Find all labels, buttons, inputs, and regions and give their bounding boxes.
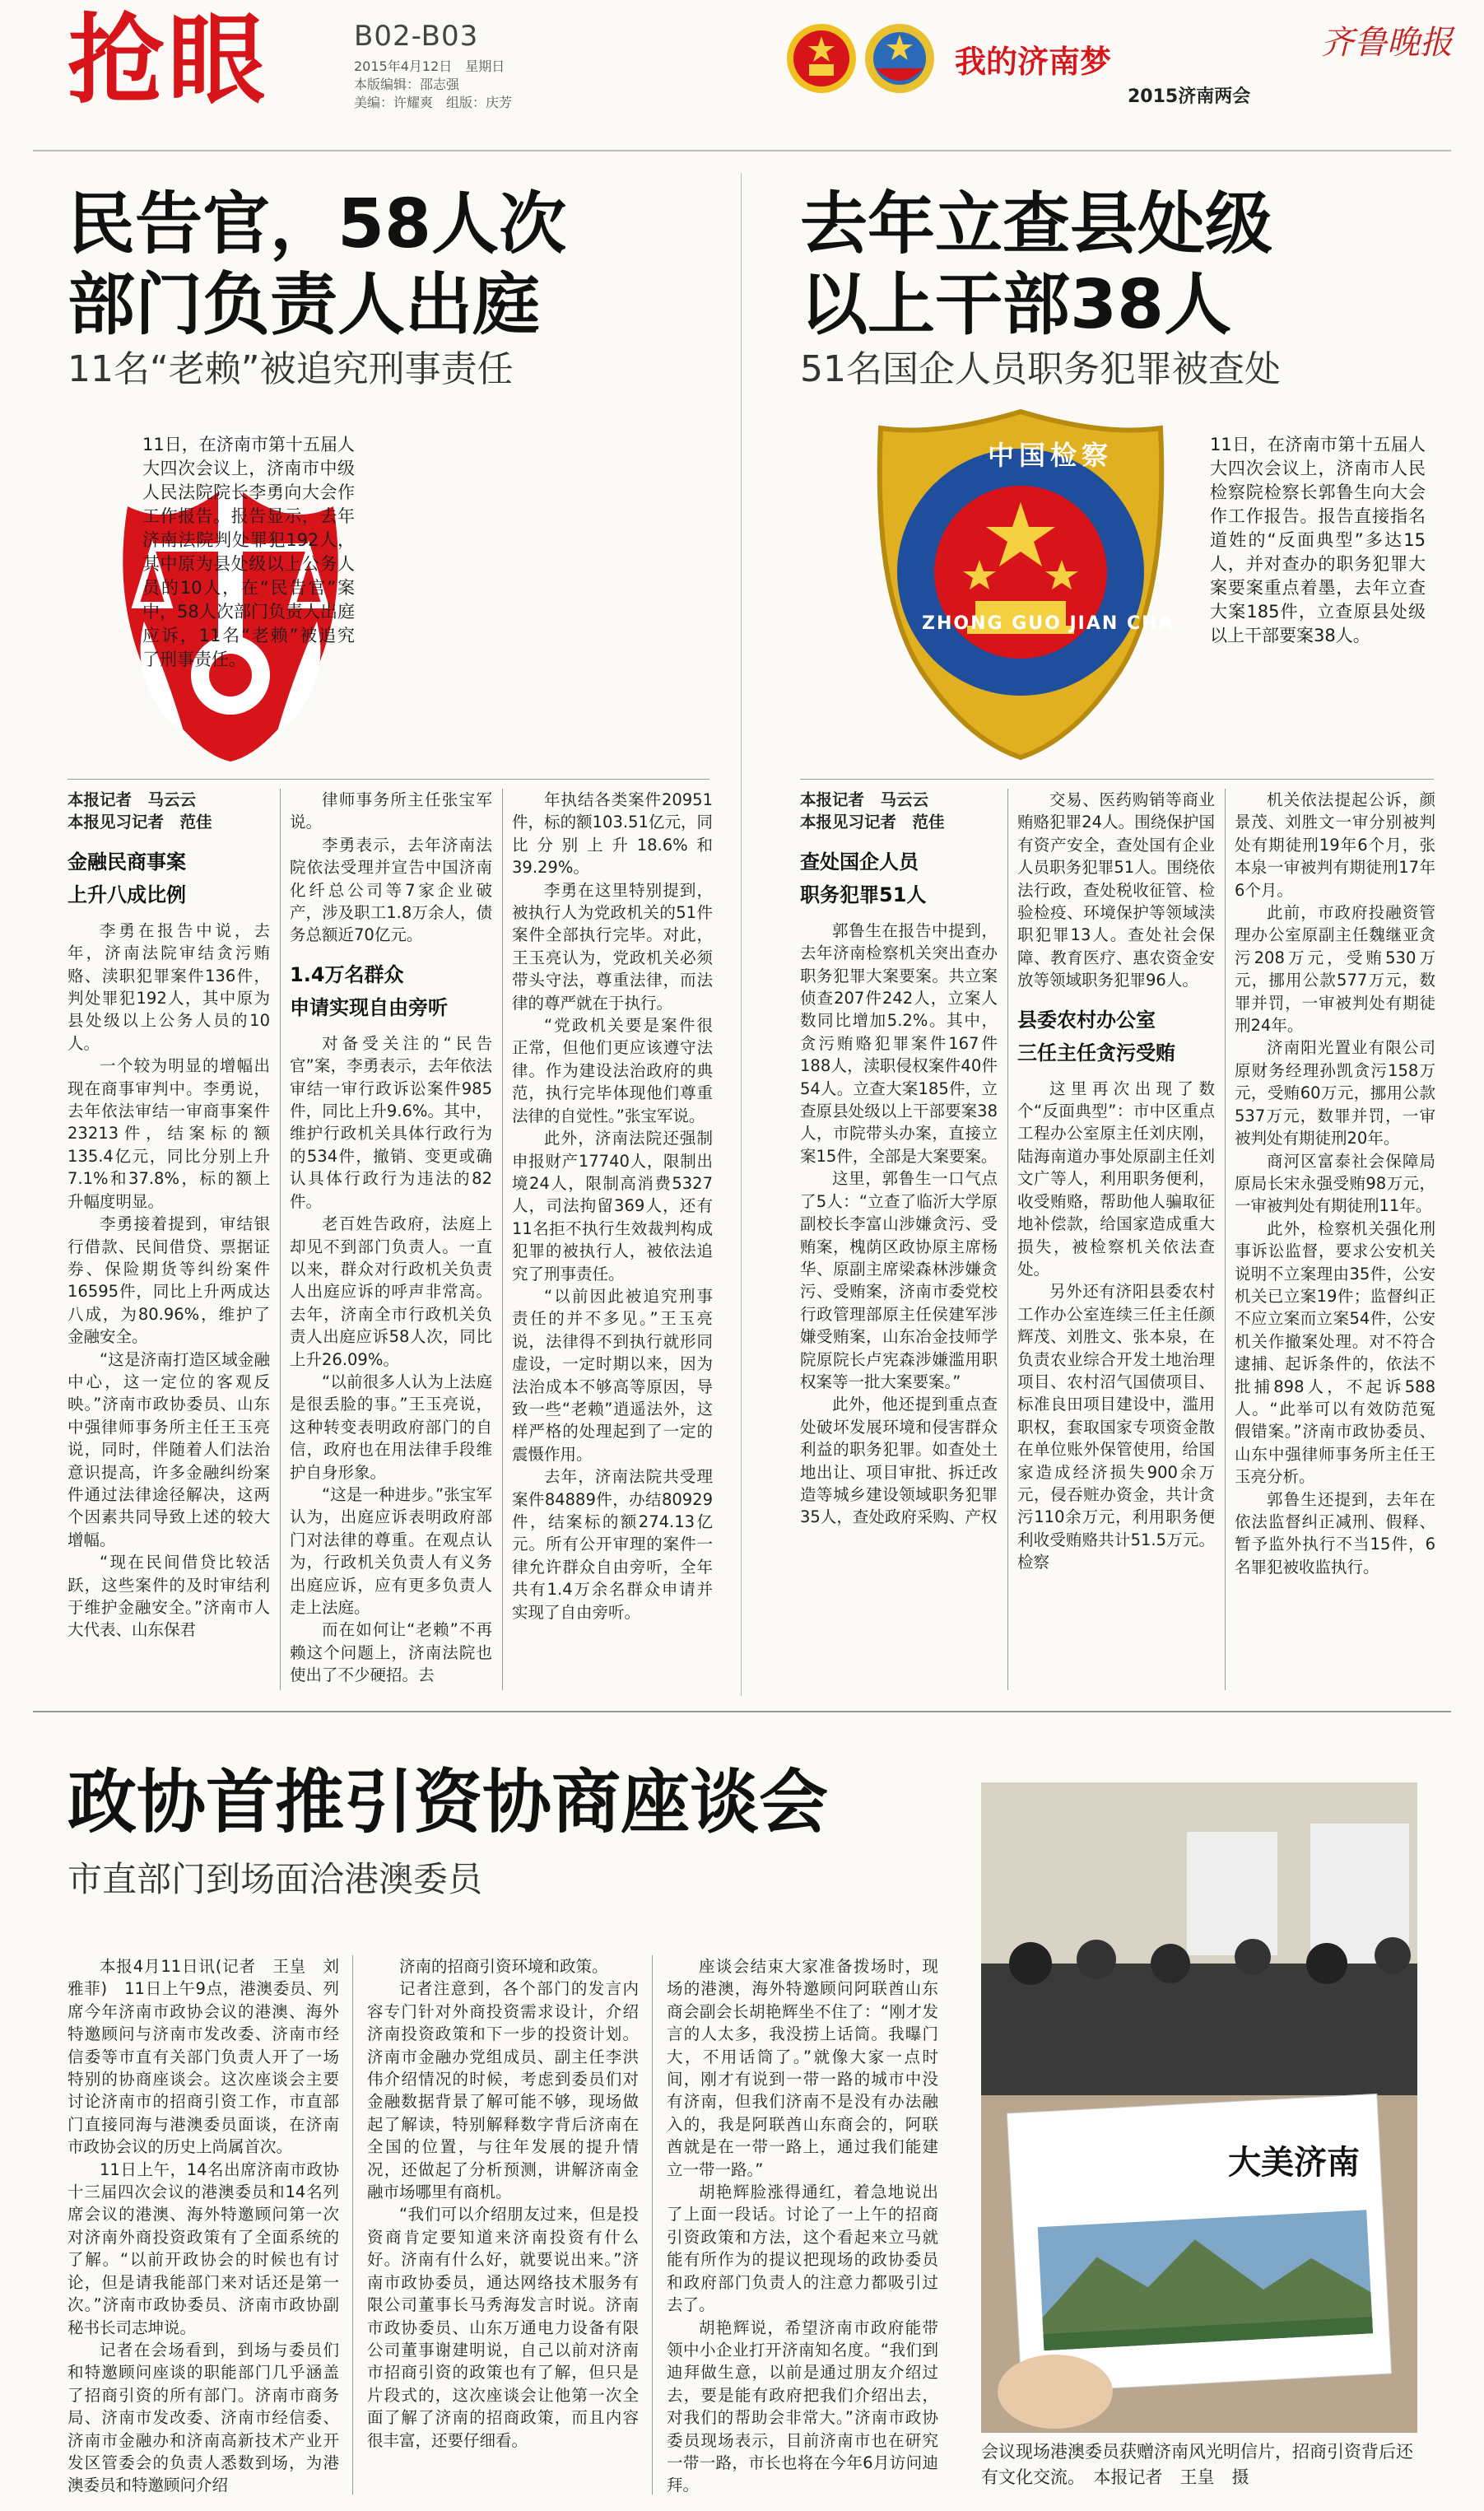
paragraph: 李勇接着提到，审结银行借款、民间借贷、票据证券、保险期货等纠纷案件16595件，同比上升两成达八成，为80.96%，维护了金融安全。	[67, 1214, 270, 1347]
paragraph: 本报4月11日讯(记者 王皇 刘雅菲) 11日上午9点，港澳委员、列席今年济南市政协会议的港澳、海外特邀顾问与济南市发改委、济南市经信委等市直有关部门负责人开了一场特别的协商座谈会。这次座谈会主要讨论济南市的招商引资工作，市直部门直接同海与港澳委员面谈，在济南市政协会议的历史上尚属首次。	[67, 1957, 339, 2157]
paragraph: 律师事务所主任张宝军说。	[290, 790, 492, 832]
left-col-1	[67, 789, 270, 1690]
left-subhead-1: 金融民商事案 上升八成比例	[67, 850, 186, 906]
paragraph: 11日上午，14名出席济南市政协十三届四次会议的港澳委员和14名列席会议的港澳、海外特邀顾问第一次对济南外商投资政策有了全面系统的了解。“以前开政协会的时候也有讨论，但是请我能部门来对话还是第一次。”济南市政协委员、济南市政协副秘书长司志坤说。	[67, 2159, 339, 2337]
paragraph: 郭鲁生在报告中提到，去年济南检察机关突出查办职务犯罪大案要案。共立案侦查207件242人，立案人数同比增加5.2%。其中，贪污贿赂犯罪案件167件188人，渎职侵权案件40件54人。立查大案185件，立查原县处级以上干部要案38人，市院带头办案，直接立案15件，全部是大案要案。	[800, 920, 998, 1166]
right-col-2	[1017, 789, 1215, 1690]
paragraph: 记者注意到，各个部门的发言内容专门针对外商投资需求设计，介绍济南投资政策和下一步的投资计划。济南市金融办党组成员、副主任李洪伟介绍情况的时候，考虑到委员们对金融数据背景了解可能不够，现场做起了解读，特别解释数字背后济南在全国的位置，与往年发展的提升情况，还做起了分析预测，讲解济南金融市场哪里有商机。	[367, 1979, 639, 2202]
paragraph: 胡艳辉说，希望济南市政府能带领中小企业打开济南知名度。“我们到迪拜做生意，以前是通过朋友介绍过去，要是能有政府把我们介绍出去，对我们的帮助会非常大。”济南市政协委员现场表示，目前济南市也在研究一带一路，市长也将在今年6月访问迪拜。	[667, 2318, 938, 2495]
design-credit: 美编：许耀爽 组版：庆芳	[354, 95, 513, 110]
right-headline-line1: 去年立查县处级	[800, 185, 1273, 263]
badge-pinyin: ZHONG GUO JIAN CHA	[922, 613, 1175, 634]
paragraph: 这里，郭鲁生一口气点了5人：“立查了临沂大学原副校长李富山涉嫌贪污、受贿案，槐荫区政协原主席杨华、原副主席梁森林涉嫌贪污、受贿案，济南市委党校行政管理部原主任侯建军涉嫌受贿案，山东冶金技师学院原院长卢宪森涉嫌滥用职权案等一批大案要案。”	[800, 1169, 998, 1391]
paragraph: 机关依法提起公诉，颜景茂、刘胜文一审分别被判处有期徒刑19年6个月，张本泉一审被判有期徒刑17年6个月。	[1235, 790, 1435, 900]
party-emblem-icon	[786, 23, 857, 94]
newspaper-logo: 齐鲁晚报	[1321, 24, 1453, 62]
paragraph: “以前很多人认为上法庭是很丢脸的事。”王玉亮说，这种转变表明政府部门的自信，政府也在用法律手段维护自身形象。	[290, 1372, 492, 1482]
bottom-headline: 政协首推引资协商座谈会	[67, 1762, 829, 1842]
news-photo	[981, 1782, 1417, 2433]
page-range: B02-B03	[354, 20, 479, 53]
paragraph: “现在民间借贷比较活跃，这些案件的及时审结利于维护金融安全。”济南市人大代表、山东保君	[67, 1553, 270, 1640]
paragraph: 此外，他还提到重点查处破坏发展环境和侵害群众利益的职务犯罪。如查处土地出让、项目审批、拆迁改造等城乡建设领域职务犯罪35人，查处政府采购、产权	[800, 1395, 998, 1527]
left-col-2	[290, 789, 492, 1690]
photo-caption: 会议现场港澳委员获赠济南风光明信片，招商引资背后还有文化交流。 本报记者 王皇 摄	[981, 2442, 1413, 2487]
section-divider	[33, 1711, 1451, 1712]
campaign-slogan: 我的济南梦	[955, 44, 1112, 80]
issue-date: 2015年4月12日 星期日	[354, 58, 505, 74]
paragraph: “这是一种进步。”张宝军认为，出庭应诉表明政府部门对法律的尊重。在观点认为，行政机关负责人有义务出庭应诉，应有更多负责人走上法庭。	[290, 1484, 492, 1617]
paragraph: “以前因此被追究刑事责任的并不多见。”王玉亮说，法律得不到执行就形同虚设，一定时期以来，因为法治成本不够高等原因，导致一些“老赖”逍遥法外，这样严格的处理起到了一定的震慑作用。	[512, 1286, 713, 1464]
paragraph: 这里再次出现了数个“反面典型”：市中区重点工程办公室原主任刘庆刚，陆海南道办事处原副主任刘文广等人，利用职务便利，收受贿赂，帮助他人骗取征地补偿款，给国家造成重大损失，被检察机关依法查处。	[1017, 1078, 1215, 1279]
story-divider	[741, 173, 742, 1696]
byline-reporter: 本报记者 马云云	[800, 790, 929, 809]
paragraph: 此前，市政府投融资管理办公室原副主任魏继亚贪污208万元，受贿530万元，挪用公款577万元，数罪并罚，一审被判处有期徒刑24年。	[1235, 903, 1435, 1036]
byline-intern: 本报见习记者 范佳	[67, 813, 212, 832]
paragraph: “我们可以介绍朋友过来，但是投资商肯定要知道来济南投资有什么好。济南有什么好，就要说出来。”济南市政协委员，通达网络技术服务有限公司董事长马秀海发言时说。济南市政协委员、山东万通电力设备有限公司董事谢建明说，自己以前对济南市招商引资的政策也有了解，但只是片段式的，这次座谈会让他第一次全面了解了济南的招商政策，而且内容很丰富，还要仔细看。	[367, 2205, 639, 2450]
right-subtitle: 51名国企人员职务犯罪被查处	[800, 348, 1281, 390]
paragraph: 座谈会结束大家准备拨场时，现场的港澳，海外特邀顾问阿联酋山东商会副会长胡艳辉坐不住了：“刚才发言的人太多，我没捞上话筒。我曝门大，不用话筒了。”就像大家一点时间，刚才有说到一带一路的城市中没有济南，但我们济南不是没有办法融入的，我是阿联酋山东商会的，阿联酋就是在一带一路上，通过我们能建立一带一路。”	[667, 1957, 938, 2179]
section-brand: 抢眼	[67, 2, 269, 117]
right-subhead-2: 县委农村办公室 三任主任贪污受贿	[1017, 1008, 1175, 1064]
right-headline	[800, 184, 1272, 346]
column-rule	[280, 789, 281, 1690]
paragraph: 李勇在这里特别提到，被执行人为党政机关的51件案件全部执行完毕。对此，王玉亮认为，党政机关必须带头守法，尊重法律，而法律的尊严就在于执行。	[512, 880, 713, 1013]
paragraph: 商河区富泰社会保障局原局长宋永强受贿98万元，一审被判处有期徒刑11年。	[1235, 1151, 1435, 1216]
column-rule	[352, 1955, 353, 2495]
paragraph: 交易、医药购销等商业贿赂犯罪24人。围绕保护国有资产安全，查处国有企业人员职务犯罪51人。围绕依法行政，查处税收征管、检验检疫、环境保护等领域渎职犯罪13人。查处社会保障、教育医疗、惠农资金安放等领域职务犯罪96人。	[1017, 790, 1215, 990]
paragraph: 年执结各类案件20951件，标的额103.51亿元，同比分别上升18.6%和39.29%。	[512, 790, 713, 878]
paragraph: 李勇在报告中说，去年，济南法院审结贪污贿赂、渎职犯罪案件136件，判处罪犯192人，其中原为县处级以上公务人员的10人。	[67, 920, 270, 1053]
bottom-col-1	[67, 1955, 339, 2499]
paragraph: 记者在会场看到，到场与委员们和特邀顾问座谈的职能部门几乎涵盖了招商引资的所有部门。济南市商务局、济南市发改委、济南市经信委、济南市金融办和济南高新技术产业开发区管委会的负责人悉数到场，为港澳委员和特邀顾问介绍	[67, 2340, 339, 2495]
bottom-col-2	[367, 1955, 639, 2499]
paragraph: 济南的招商引资环境和政策。	[399, 1957, 608, 1976]
cppcc-emblem-icon	[864, 23, 935, 94]
right-story-divider	[800, 779, 1434, 780]
paragraph: 老百姓告政府，法庭上却见不到部门负责人。一直以来，群众对行政机关负责人出庭应诉的呼声非常高。去年，济南全市行政机关负责人出庭应诉58人次，同比上升26.09%。	[290, 1214, 492, 1369]
left-lead: 11日，在济南市第十五届人大四次会议上，济南市中级人民法院院长李勇向大会作工作报告。报告显示，去年济南法院判处罪犯192人，其中原为县处级以上公务人员的10人，在“民告官”案中，58人次部门负责人出庭应诉，11名“老赖”被追究了刑事责任。	[142, 435, 355, 669]
paragraph: 郭鲁生还提到，去年在依法监督纠正减刑、假释、暂予监外执行不当15件，6名罪犯被收监执行。	[1235, 1489, 1435, 1577]
left-headline-line2: 部门负责人出庭	[67, 266, 541, 344]
right-col-3	[1235, 789, 1435, 1690]
column-rule	[502, 789, 503, 1690]
bottom-col-3	[667, 1955, 938, 2499]
paragraph: 去年，济南法院共受理案件84889件，办结80929件，结案标的额274.13亿元。所有公开审理的案件一律允许群众自由旁听，全年共有1.4万余名群众申请并实现了自由旁听。	[512, 1467, 713, 1622]
paragraph: 对备受关注的“民告官”案，李勇表示，去年依法审结一审行政诉讼案件985件，同比上升9.6%。其中，维护行政机关具体行政行为的534件，撤销、变更或确认具体行政行为违法的82件。	[290, 1033, 492, 1211]
session-label: 2015济南两会	[1128, 86, 1251, 107]
editor-credit: 本版编辑：邵志强	[354, 77, 460, 92]
column-rule	[1007, 789, 1008, 1690]
right-col-1	[800, 789, 998, 1690]
paragraph: 而在如何让“老赖”不再赖这个问题上，济南法院也使出了不少硬招。去	[290, 1620, 492, 1685]
left-headline	[67, 184, 566, 346]
paragraph: 一个较为明显的增幅出现在商事审判中。李勇说，去年依法审结一审商事案件23213件，结案标的额135.4亿元，同比分别上升7.1%和37.8%，标的额上升幅度明显。	[67, 1056, 270, 1211]
paragraph: 此外，济南法院还强制申报财产17740人，限制出境24人，限制高消费5327人，司法拘留369人，还有11名拒不执行生效裁判构成犯罪的被执行人，被依法追究了刑事责任。	[512, 1129, 713, 1283]
paragraph: 李勇表示，去年济南法院依法受理并宣告中国济南化纤总公司等7家企业破产，涉及职工1.8万余人，债务总额近70亿元。	[290, 835, 492, 945]
left-subhead-2: 1.4万名群众 申请实现自由旁听	[290, 962, 448, 1019]
byline-reporter: 本报记者 马云云	[67, 790, 197, 809]
right-lead: 11日，在济南市第十五届人大四次会议上，济南市人民检察院检察长郭鲁生向大会作工作报告。报告直接指名道姓的“反面典型”多达15人，并对查办的职务犯罪大案要案重点着墨，去年立查大案185件，立查原县处级以上干部要案38人。	[1210, 435, 1426, 645]
bottom-subtitle: 市直部门到场面洽港澳委员	[67, 1859, 483, 1899]
right-headline-line2: 以上干部38人	[800, 266, 1232, 344]
paragraph: “党政机关要是案件很正常，但他们更应该遵守法律。作为建设法治政府的典范，执行完毕体现他们尊重法律的自觉性。”张宝军说。	[512, 1016, 713, 1125]
left-story-divider	[67, 779, 709, 780]
paragraph: 此外，检察机关强化刑事诉讼监督，要求公安机关说明不立案理由35件，公安机关已立案19件；监督纠正不应立案而立案54件，公安机关作撤案处理。对不符合逮捕、起诉条件的，依法不批捕898人，不起诉588人。“此举可以有效防范冤假错案。”济南市政协委员、山东中强律师事务所主任王玉亮分析。	[1235, 1218, 1435, 1487]
badge-text: 中国检察	[988, 440, 1114, 471]
paragraph: 另外还有济阳县委农村工作办公室连续三任主任颜辉茂、刘胜文、张本泉，在负责农业综合开发土地治理项目、农村沼气国债项目、标准良田项目建设中，滥用职权，套取国家专项资金散在单位账外保管使用，给国家造成经济损失900余万元，侵吞赃办资金，共计贪污110余万元，利用职务便利收受贿赂共计51.5万元。检察	[1017, 1282, 1215, 1572]
byline-intern: 本报见习记者 范佳	[800, 813, 945, 832]
column-rule	[652, 1955, 653, 2495]
paragraph: 济南阳光置业有限公司原财务经理孙凯贪污158万元，受贿60万元，挪用公款537万元，数罪并罚，一审被判处有期徒刑20年。	[1235, 1038, 1435, 1148]
masthead-meta	[354, 20, 512, 112]
column-rule	[1225, 789, 1226, 1690]
masthead-divider	[33, 150, 1451, 151]
postcard-title: 大美济南	[1228, 2143, 1360, 2182]
paragraph: 胡艳辉脸涨得通红，着急地说出了上面一段话。讨论了一上午的招商引资政策和方法，这个看起来立马就能有所作为的提议把现场的政协委员和政府部门负责人的注意力都吸引过去了。	[667, 2183, 938, 2315]
left-subtitle: 11名“老赖”被追究刑事责任	[67, 348, 514, 390]
photo-illustration	[981, 1782, 1417, 2433]
left-col-3	[512, 789, 713, 1690]
left-headline-line1: 民告官，58人次	[67, 185, 567, 263]
right-subhead-1: 查处国企人员 职务犯罪51人	[800, 850, 927, 906]
paragraph: “这是济南打造区域金融中心，这一定位的客观反映。”济南市政协委员、山东中强律师事务所主任王玉亮说，同时，伴随着人们法治意识提高，许多金融纠纷案件通过法律途径解决，这两个因素共同导致上述的较大增幅。	[67, 1349, 270, 1549]
